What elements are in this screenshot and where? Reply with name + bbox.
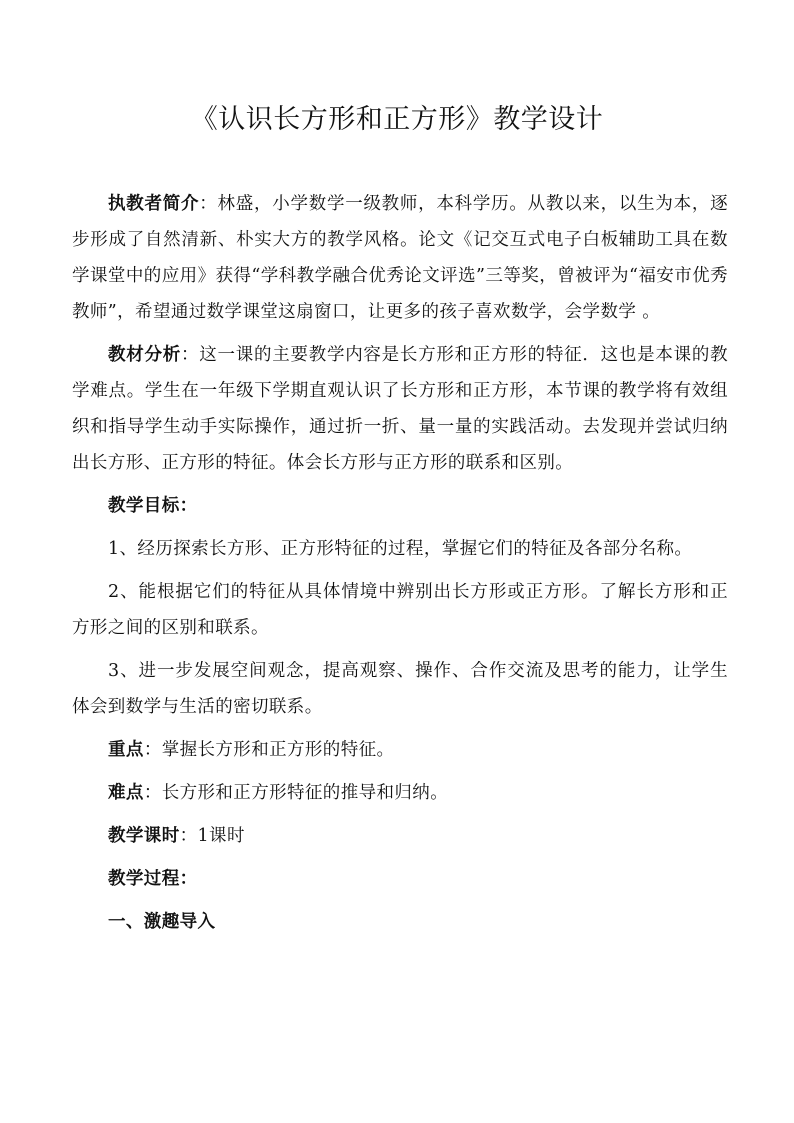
analysis-paragraph [72,337,728,481]
process-label: 教学过程： [108,869,198,889]
section1-label: 一、激趣导入 [108,912,216,932]
process-heading [72,861,728,897]
intro-text: ：林盛，小学数学一级教师，本科学历。从教以来，以生为本，逐步形成了自然清新、朴实大方的教学风格。论文《记交互式电子白板辅助工具在数学课堂中的应用》获得“学科教学融合优秀论文评选”三等奖，曾被评为“福安市优秀教师”，希望通过数学课堂这扇窗口，让更多的孩子喜欢数学，会学数学 。 [72,194,728,322]
goal-item-3: 3、进一步发展空间观念，提高观察、操作、合作交流及思考的能力，让学生体会到数学与生活的密切联系。 [72,661,728,717]
hours-label: 教学课时 [108,826,180,846]
goals-heading [72,488,728,524]
section1-heading [72,904,728,940]
difficulty-label: 难点 [108,783,144,803]
analysis-text: ：这一课的主要教学内容是长方形和正方形的特征．这也是本课的教学难点。学生在一年级下学期直观认识了长方形和正方形，本节课的教学将有效组织和指导学生动手实际操作，通过折一折、量一量的实践活动。去发现并尝试归纳出长方形、正方形的特征。体会长方形与正方形的联系和区别。 [72,345,728,473]
key-point-line [72,732,728,768]
intro-label: 执教者简介 [108,194,200,214]
key-point-label: 重点 [108,740,144,760]
hours-text: ：1课时 [179,826,245,846]
goal-item-1: 1、经历探索长方形、正方形特征的过程，掌握它们的特征及各部分名称。 [108,539,693,559]
difficulty-line [72,775,728,811]
analysis-label: 教材分析 [108,345,181,365]
document-body [72,186,728,947]
key-point-text: ：掌握长方形和正方形的特征。 [143,740,395,760]
hours-line [72,818,728,854]
goals-label: 教学目标： [108,496,198,516]
intro-paragraph [72,186,728,330]
difficulty-text: ：长方形和正方形特征的推导和归纳。 [143,783,449,803]
document-title: 《认识长方形和正方形》教学设计 [190,104,604,135]
goal-item-2: 2、能根据它们的特征从具体情境中辨别出长方形或正方形。了解长方形和正方形之间的区别和联系。 [72,582,728,638]
